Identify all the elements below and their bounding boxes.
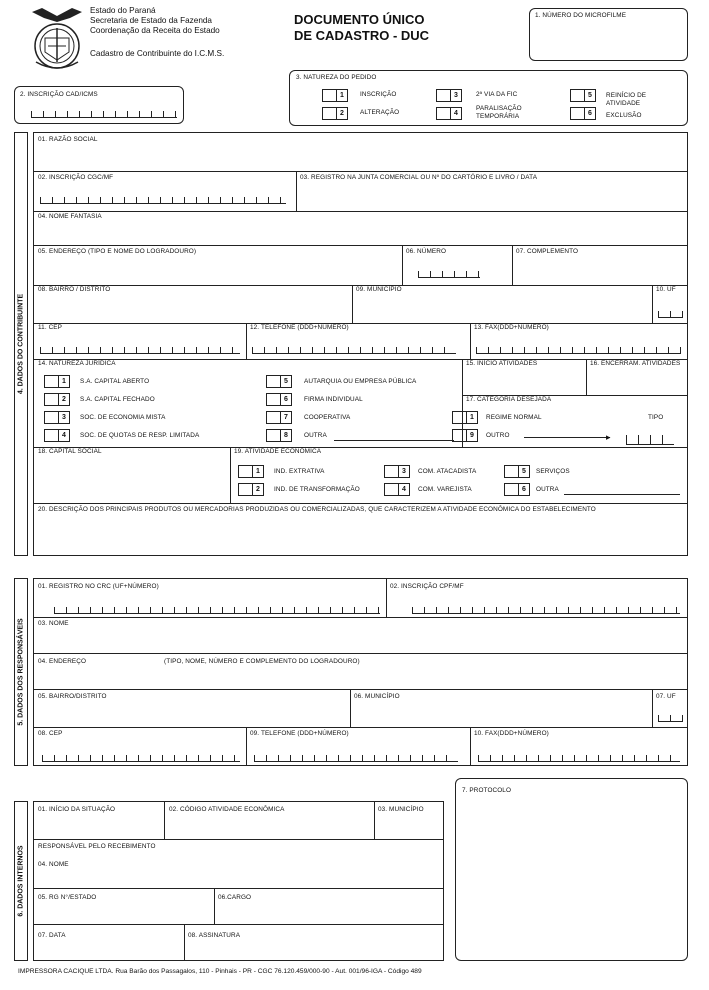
bairro-field[interactable] [34,296,352,318]
title-line-1: DOCUMENTO ÚNICO [294,12,425,27]
label-cgc: 02. INSCRIÇÃO CGC/MF [38,174,114,181]
inicio-situacao-field[interactable] [34,816,164,838]
label-natureza-juridica: 14. NATUREZA JURÍDICA [38,360,116,367]
label-bairro: 08. BAIRRO / DISTRITO [38,286,111,293]
resp-municipio-field[interactable] [351,703,651,725]
label-encerram-atividades: 16. ENCERRAM. ATIVIDADES [590,360,681,367]
atividade-option-6-label: OUTRA [536,486,559,493]
categoria-option-1[interactable]: 1 [452,411,478,424]
request-option-inscricao[interactable]: 1 [322,89,348,102]
label-resp-telefone: 09. TELEFONE (DDD+NÚMERO) [250,730,349,737]
nj-option-3[interactable]: 3 [44,411,70,424]
resp-fax-field[interactable] [478,755,680,762]
encerram-atividades-field[interactable] [587,369,685,393]
municipio-field[interactable] [353,296,651,318]
agency-line-coordination: Coordenação da Receita do Estado [90,26,220,35]
resp-uf-field[interactable] [658,715,683,722]
resp-telefone-field[interactable] [254,755,458,762]
cpf-field[interactable] [412,607,680,614]
section-5-side-label: 5. DADOS DOS RESPONSÁVEIS [17,618,25,726]
nj-option-3-label: SOC. DE ECONOMIA MISTA [80,414,166,421]
capital-social-field[interactable] [34,457,230,501]
numero-field[interactable] [418,271,480,278]
label-assinatura: 08. ASSINATURA [188,932,241,939]
resp-nome-field[interactable] [34,629,687,653]
label-resp-bairro: 05. BAIRRO/DISTRITO [38,693,107,700]
junta-comercial-field[interactable] [297,185,685,209]
label-data: 07. DATA [38,932,66,939]
registration-number-field[interactable] [14,86,184,124]
nj-option-4-label: SOC. DE QUOTAS DE RESP. LIMITADA [80,432,200,439]
request-option-exclusao-label: EXCLUSÃO [606,112,642,119]
telefone-field[interactable] [252,347,456,354]
microfilm-number-field[interactable] [529,8,688,61]
label-resp-fax: 10. FAX(DDD+NÚMERO) [474,730,549,737]
label-categoria-desejada: 17. CATEGORIA DESEJADA [466,396,552,403]
request-option-alteracao[interactable]: 2 [322,107,348,120]
label-resp-endereco: 04. ENDEREÇO [38,658,87,665]
categoria-option-9-label: OUTRO [486,432,510,439]
label-resp-nome: 03. NOME [38,620,69,627]
label-cep: 11. CEP [38,324,63,331]
label-crc: 01. REGISTRO NO CRC (UF+NÚMERO) [38,583,159,590]
atividade-option-1-label: IND. EXTRATIVA [274,468,325,475]
label-inicio-atividades: 15. INÍCIO ATIVIDADES [466,360,538,367]
categoria-option-1-label: REGIME NORMAL [486,414,542,421]
title-line-2: DE CADASTRO - DUC [294,28,430,43]
label-cpf: 02. INSCRIÇÃO CPF/MF [390,583,464,590]
rg-field[interactable] [34,903,214,923]
atividade-option-2-label: IND. DE TRANSFORMAÇÃO [274,486,360,493]
label-resp-uf: 07. UF [656,693,676,700]
assinatura-field[interactable] [185,941,443,960]
label-telefone: 12. TELEFONE (DDD+NÚMERO) [250,324,349,331]
section-4-side-label: 4. DADOS DO CONTRIBUINTE [17,293,25,395]
request-option-exclusao[interactable]: 6 [570,107,596,120]
nj-option-1-label: S.A. CAPITAL ABERTO [80,378,150,385]
nj-option-8[interactable]: 8 [266,429,292,442]
label-fax: 13. FAX(DDD+NÚMERO) [474,324,549,331]
label-rg: 05. RG N°/ESTADO [38,894,97,901]
protocol-label: 7. PROTOCOLO [462,787,512,794]
label-junta-comercial: 03. REGISTRO NA JUNTA COMERCIAL OU Nº DO CARTÓRIO E LIVRO / DATA [300,174,538,181]
request-nature-label: 3. NATUREZA DO PEDIDO [296,74,377,81]
nj-option-6[interactable]: 6 [266,393,292,406]
nj-option-7[interactable]: 7 [266,411,292,424]
request-option-inscricao-label: INSCRIÇÃO [360,91,397,98]
atividade-option-3-label: COM. ATACADISTA [418,468,477,475]
atividade-option-5-label: SERVIÇOS [536,468,570,475]
request-option-paralisacao-label: PARALISAÇÃO TEMPORÁRIA [476,105,522,120]
label-codigo-atividade: 02. CÓDIGO ATIVIDADE ECONÔMICA [169,806,285,813]
agency-line-secretary: Secretaria de Estado da Fazenda [90,16,212,25]
request-option-2via[interactable]: 3 [436,89,462,102]
label-descricao-produtos: 20. DESCRIÇÃO DOS PRINCIPAIS PRODUTOS OU MERCADORIAS PRODUZIDAS OU COMERCIALIZADAS, QUE CARACTERIZEM A ATIVIDADE ECONÔMICA DO ESTABELECIMENTO [38,506,596,513]
label-int-municipio: 03. MUNICÍPIO [378,806,424,813]
uf-field[interactable] [658,311,683,318]
nj-option-5-label: AUTARQUIA OU EMPRESA PÚBLICA [304,378,417,385]
data-field[interactable] [34,941,184,960]
atividade-option-4-label: COM. VAREJISTA [418,486,472,493]
state-coat-of-arms [30,6,84,74]
label-resp-municipio: 06. MUNICÍPIO [354,693,400,700]
atividade-option-3[interactable]: 3 [384,465,410,478]
label-inicio-situacao: 01. INÍCIO DA SITUAÇÃO [38,806,116,813]
int-municipio-field[interactable] [375,816,443,838]
nj-option-7-label: COOPERATIVA [304,414,351,421]
label-int-nome: 04. NOME [38,861,69,868]
request-nature-group [289,70,688,126]
request-option-paralisacao[interactable]: 4 [436,107,462,120]
crc-field[interactable] [54,607,380,614]
label-uf: 10. UF [656,286,676,293]
nj-option-8-label: OUTRA [304,432,327,439]
agency-line-state: Estado do Paraná [90,6,156,15]
cep-field[interactable] [40,347,240,354]
label-municipio: 09. MUNICÍPIO [356,286,402,293]
nj-option-5[interactable]: 5 [266,375,292,388]
fax-field[interactable] [476,347,681,354]
categoria-arrow [524,437,610,438]
registration-number-ticks [31,111,177,118]
label-numero: 06. NÚMERO [406,248,447,255]
label-capital-social: 18. CAPITAL SOCIAL [38,448,102,455]
label-complemento: 07. COMPLEMENTO [516,248,579,255]
tipo-field[interactable] [626,435,674,445]
label-nome-fantasia: 04. NOME FANTASIA [38,213,102,220]
atividade-outra-line[interactable] [564,494,680,495]
inicio-atividades-field[interactable] [463,369,585,393]
arrow-right-icon: ▸ [606,432,611,442]
microfilm-number-label: 1. NÚMERO DO MICROFILME [535,12,627,19]
request-option-reinicio[interactable]: 5 [570,89,596,102]
atividade-option-2[interactable]: 2 [238,483,264,496]
label-razao-social: 01. RAZÃO SOCIAL [38,136,98,143]
cargo-field[interactable] [215,903,443,923]
section-5-side-tab [14,578,28,766]
section-6-internal-data [33,801,444,961]
document-title [294,12,429,44]
registration-number-label: 2. INSCRIÇÃO CAD/ICMS [20,91,98,98]
atividade-option-4[interactable]: 4 [384,483,410,496]
categoria-option-9[interactable]: 9 [452,429,478,442]
resp-endereco-field[interactable] [34,667,687,689]
request-option-reinicio-label: REINÍCIO DE ATIVIDADE [606,92,647,107]
resp-cep-field[interactable] [42,755,240,762]
complemento-field[interactable] [513,258,685,280]
label-atividade-economica: 19. ATIVIDADE ECONÔMICA [234,448,322,455]
atividade-option-6[interactable]: 6 [504,483,530,496]
label-cargo: 06.CARGO [218,894,252,901]
nj-option-2[interactable]: 2 [44,393,70,406]
atividade-option-5[interactable]: 5 [504,465,530,478]
codigo-atividade-field[interactable] [165,816,374,838]
nj-option-4[interactable]: 4 [44,429,70,442]
section-6-side-tab [14,801,28,961]
nj-option-2-label: S.A. CAPITAL FECHADO [80,396,155,403]
agency-block [90,6,224,59]
endereco-field[interactable] [34,258,402,280]
section-6-side-label: 6. DADOS INTERNOS [17,845,25,917]
protocol-field[interactable] [455,778,688,961]
razao-social-field[interactable] [34,133,687,171]
register-line: Cadastro de Contribuinte do I.C.M.S. [90,49,225,58]
label-resp-cep: 08. CEP [38,730,63,737]
label-endereco: 05. ENDEREÇO (TIPO E NOME DO LOGRADOURO) [38,248,197,255]
request-option-2via-label: 2ª VIA DA FIC [476,91,518,98]
section-5-responsible-data [33,578,688,766]
descricao-produtos-field[interactable] [34,525,687,555]
resp-bairro-field[interactable] [34,703,350,725]
label-responsavel: RESPONSÁVEL PELO RECEBIMENTO [38,843,156,850]
int-nome-field[interactable] [34,870,443,888]
resp-endereco-hint: (TIPO, NOME, NÚMERO E COMPLEMENTO DO LOGRADOURO) [164,658,360,665]
nj-option-1[interactable]: 1 [44,375,70,388]
nome-fantasia-field[interactable] [34,223,687,245]
request-option-alteracao-label: ALTERAÇÃO [360,109,400,116]
section-4-taxpayer-data [33,132,688,556]
atividade-option-1[interactable]: 1 [238,465,264,478]
label-tipo: TIPO [648,414,664,421]
nj-outra-line[interactable] [334,440,454,441]
printer-footer: IMPRESSORA CACIQUE LTDA. Rua Barão dos Passagalos, 110 - Pinhais - PR - CGC 76.120.459/000-90 - Aut. 001/96-IGA - Código 489 [18,968,422,975]
cgc-field[interactable] [40,197,286,204]
nj-option-6-label: FIRMA INDIVIDUAL [304,396,363,403]
section-4-side-tab [14,132,28,556]
